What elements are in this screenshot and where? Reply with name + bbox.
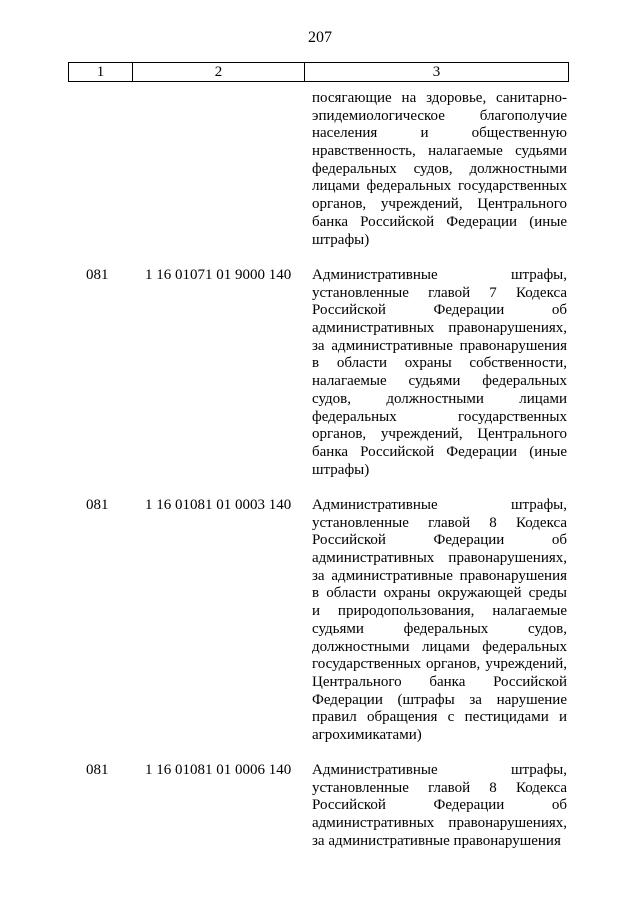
description-line: в области охраны окружающей среды	[312, 585, 567, 602]
description-line: установленные главой 7 Кодекса	[312, 284, 567, 301]
admin-code: 081	[86, 497, 109, 513]
description-line: федеральных судов, должностными	[312, 160, 567, 177]
description-line: административных правонарушениях,	[312, 815, 567, 832]
description-line: посягающие на здоровье, санитарно-	[312, 90, 567, 106]
description-line: банка Российской Федерации (иные	[312, 213, 567, 230]
description-line: и природопользования, налагаемые	[312, 603, 567, 620]
description-line: штрафы)	[312, 461, 370, 478]
description-line: Федерации (штрафы за нарушение	[312, 691, 567, 708]
description	[312, 497, 567, 745]
column-header-1: 1	[69, 63, 133, 82]
column-header-table	[68, 62, 569, 82]
description-line: населения и общественную	[312, 125, 567, 142]
description-line: административных правонарушениях,	[312, 550, 567, 567]
kbk-code: 1 16 01081 01 0006 140	[145, 762, 292, 778]
description-line: Российской Федерации об	[312, 532, 567, 549]
description-line: лицами федеральных государственных	[312, 178, 567, 195]
description-line: эпидемиологическое благополучие	[312, 107, 567, 124]
description	[312, 90, 567, 249]
column-header-2: 2	[133, 63, 305, 82]
kbk-code: 1 16 01081 01 0003 140	[145, 497, 292, 513]
description-line: банка Российской Федерации (иные	[312, 443, 567, 460]
description-line: должностными лицами федеральных	[312, 638, 567, 655]
description-line: штрафы)	[312, 231, 370, 248]
description-line: налагаемые судьями федеральных	[312, 373, 567, 390]
description-line: органов, учреждений, Центрального	[312, 426, 567, 443]
description-line: Административные штрафы,	[312, 497, 567, 513]
description-line: судов, должностными лицами	[312, 390, 567, 407]
description-line: федеральных государственных	[312, 408, 567, 425]
description-line: органов, учреждений, Центрального	[312, 196, 567, 213]
admin-code: 081	[86, 267, 109, 283]
description-line: за административные правонарушения	[312, 337, 567, 354]
description-line: агрохимикатами)	[312, 726, 422, 743]
description-line: административных правонарушениях,	[312, 320, 567, 337]
description-line: установленные главой 8 Кодекса	[312, 779, 567, 796]
admin-code: 081	[86, 762, 109, 778]
kbk-code: 1 16 01071 01 9000 140	[145, 267, 292, 283]
description-line: за административные правонарушения	[312, 567, 567, 584]
description-line: нравственность, налагаемые судьями	[312, 143, 567, 160]
description-line: Административные штрафы,	[312, 762, 567, 778]
description-line: Российской Федерации об	[312, 302, 567, 319]
description-line: государственных органов, учреждений,	[312, 656, 567, 673]
description-line: установленные главой 8 Кодекса	[312, 514, 567, 531]
description-line: Центрального банка Российской	[312, 673, 567, 690]
page-number: 207	[308, 29, 332, 46]
description-line: судьями федеральных судов,	[312, 620, 567, 637]
description-line: правил обращения с пестицидами и	[312, 709, 567, 726]
description-line: в области охраны собственности,	[312, 355, 567, 372]
description-line: Административные штрафы,	[312, 267, 567, 283]
description	[312, 267, 567, 479]
description-line: за административные правонарушения	[312, 832, 561, 849]
description	[312, 762, 567, 850]
column-header-row	[69, 63, 569, 82]
description-line: Российской Федерации об	[312, 797, 567, 814]
column-header-3: 3	[305, 63, 569, 82]
